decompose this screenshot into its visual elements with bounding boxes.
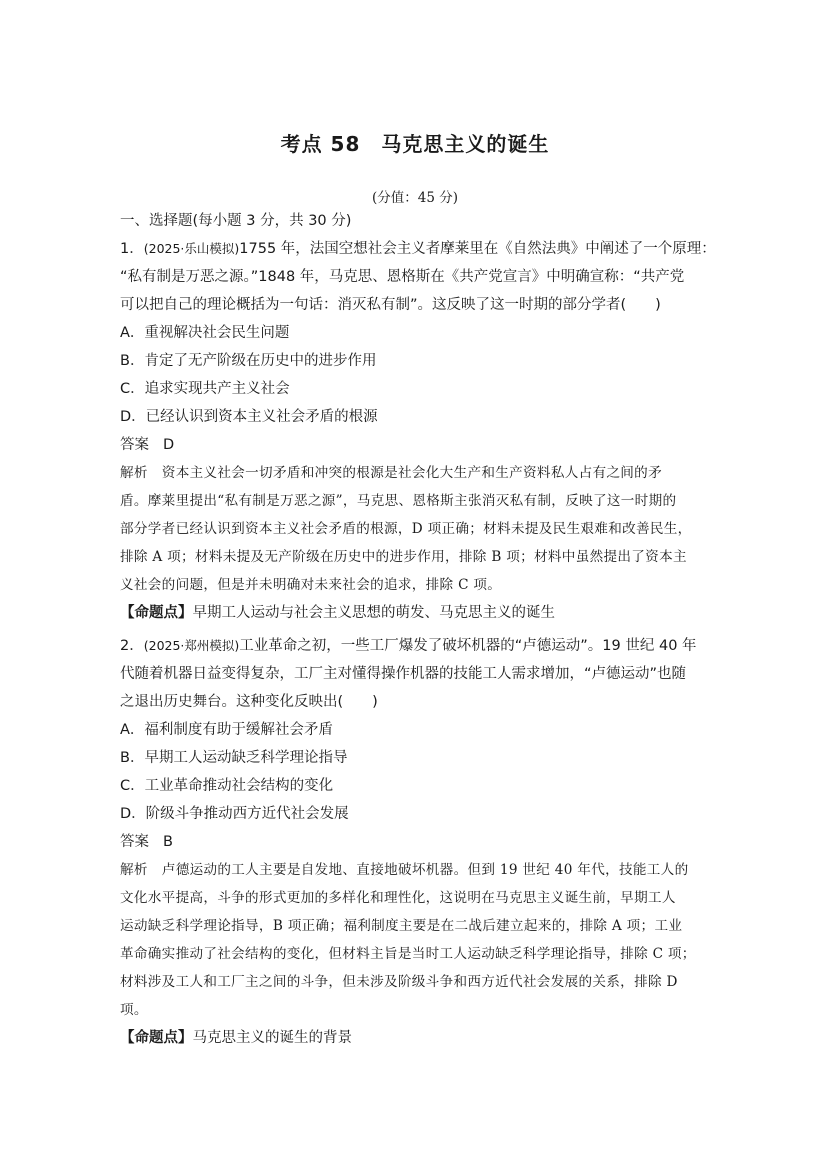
- question-2-analysis-line-5: 材料涉及工人和工厂主之间的斗争，但未涉及阶级斗争和西方近代社会发展的关系，排除 D: [120, 974, 678, 990]
- question-1-analysis-line-2: 盾。摩莱里提出“私有制是万恶之源”，马克思、恩格斯主张消灭私有制，反映了这一时期的: [120, 493, 677, 509]
- question-2-analysis-line-4: 革命确实推动了社会结构的变化，但材料主旨是当时工人运动缺乏科学理论指导，排除 C 项；: [120, 946, 696, 962]
- question-1-analysis-line-5: 义社会的问题，但是并未明确对未来社会的追求，排除 C 项。: [120, 577, 502, 593]
- question-1-answer: 答案 D: [120, 437, 175, 453]
- question-2-analysis-line-1: 解析 卢德运动的工人主要是自发地、直接地破坏机器。但到 19 世纪 40 年代，技能工人的: [120, 862, 689, 878]
- question-1-point: 【命题点】早期工人运动与社会主义思想的萌发、马克思主义的诞生: [120, 605, 555, 621]
- page-title: 考点 58 马克思主义的诞生: [280, 132, 550, 156]
- question-2-stem-line-2: 代随着机器日益变得复杂，工厂主对懂得操作机器的技能工人需求增加，“卢德运动”也随: [120, 666, 687, 682]
- question-1-stem-line-3: 可以把自己的理论概括为一句话：消灭私有制”。这反映了这一时期的部分学者( ): [120, 297, 661, 313]
- question-2-answer: 答案 B: [120, 834, 173, 850]
- question-1-stem-line-2: “私有制是万恶之源。”1848 年，马克思、恩格斯在《共产党宣言》中明确宣称：“共产党: [120, 269, 685, 285]
- score-note: (分值：45 分): [371, 190, 458, 206]
- question-1-analysis-line-4: 排除 A 项；材料未提及无产阶级在历史中的进步作用，排除 B 项；材料中虽然提出了资本主: [120, 549, 687, 565]
- question-1-option-d: D．已经认识到资本主义社会矛盾的根源: [120, 409, 378, 425]
- question-2-option-d: D．阶级斗争推动西方近代社会发展: [120, 806, 349, 822]
- question-1-option-c: C．追求实现共产主义社会: [120, 381, 290, 397]
- question-1-stem-line-1: 1．(2025·乐山模拟)1755 年，法国空想社会主义者摩莱里在《自然法典》中阐述了一个原理：: [120, 241, 716, 257]
- question-2-analysis-line-2: 文化水平提高，斗争的形式更加的多样化和理性化，这说明在马克思主义诞生前，早期工人: [120, 890, 676, 906]
- question-2-point: 【命题点】马克思主义的诞生的背景: [120, 1030, 352, 1046]
- question-2-option-b: B．早期工人运动缺乏科学理论指导: [120, 750, 348, 766]
- question-1: [120, 207, 716, 627]
- question-1-option-a: A．重视解决社会民生问题: [120, 325, 290, 341]
- question-2-option-a: A．福利制度有助于缓解社会矛盾: [120, 722, 333, 738]
- question-1-analysis-line-3: 部分学者已经认识到资本主义社会矛盾的根源，D 项正确；材料未提及民生艰难和改善民生，: [120, 521, 692, 537]
- question-2-analysis-line-3: 运动缺乏科学理论指导，B 项正确；福利制度主要是在二战后建立起来的，排除 A 项；工业: [120, 918, 683, 934]
- question-2-stem-line-3: 之退出历史舞台。这种变化反映出( ): [120, 694, 378, 710]
- question-1-option-b: B．肯定了无产阶级在历史中的进步作用: [120, 353, 377, 369]
- section-heading: 一、选择题(每小题 3 分，共 30 分): [120, 213, 352, 229]
- question-2-stem-line-1: 2．(2025·郑州模拟)工业革命之初，一些工厂爆发了破坏机器的“卢德运动”。19 世纪 40 年: [120, 638, 697, 654]
- question-2-analysis-line-6: 项。: [120, 1002, 148, 1018]
- question-2: [120, 632, 710, 1052]
- question-2-option-c: C．工业革命推动社会结构的变化: [120, 778, 334, 794]
- question-1-analysis-line-1: 解析 资本主义社会一切矛盾和冲突的根源是社会化大生产和生产资料私人占有之间的矛: [120, 465, 662, 481]
